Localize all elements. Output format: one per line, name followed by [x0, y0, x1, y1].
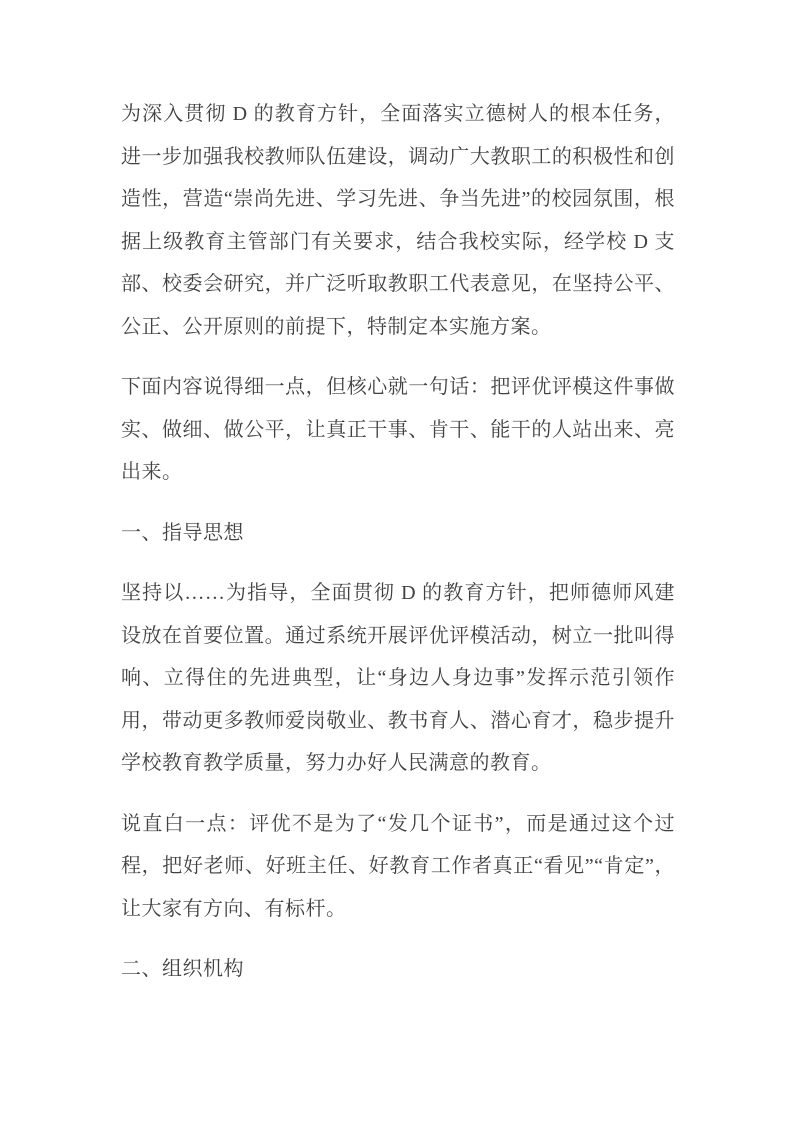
- heading-section-2-organization: 二、组织机构: [121, 958, 244, 980]
- paragraph-preamble: 为深入贯彻 D 的教育方针，全面落实立德树人的根本任务，进一步加强我校教师队伍建设，调动广大教职工的积极性和创造性，营造“崇尚先进、学习先进、争当先进”的校园氛围，根据上级教育主管部门有关要求，结合我校实际，经学校 D 支部、校委会研究，并广泛听取教职工代表意见，在坚持公平、公正、公开原则的前提下，特制定本实施方案。: [121, 103, 675, 338]
- paragraph-guiding-ideology-body: 坚持以……为指导，全面贯彻 D 的教育方针，把师德师风建设放在首要位置。通过系统开展评优评模活动，树立一批叫得响、立得住的先进典型，让“身边人身边事”发挥示范引领作用，带动更多教师爱岗敬业、教书育人、潜心育才，稳步提升学校教育教学质量，努力办好人民满意的教育。: [121, 582, 675, 774]
- heading-section-1-guiding-ideology: 一、指导思想: [121, 521, 244, 544]
- paragraph-core-summary: 下面内容说得细一点，但核心就一句话：把评优评模这件事做实、做细、做公平，让真正干事、肯干、能干的人站出来、亮出来。: [121, 376, 675, 483]
- document-content: [121, 93, 675, 1009]
- paragraph-plain-explanation: 说直白一点：评优不是为了“发几个证书”，而是通过这个过程，把好老师、好班主任、好教育工作者真正“看见”“肯定”，让大家有方向、有标杆。: [121, 812, 675, 920]
